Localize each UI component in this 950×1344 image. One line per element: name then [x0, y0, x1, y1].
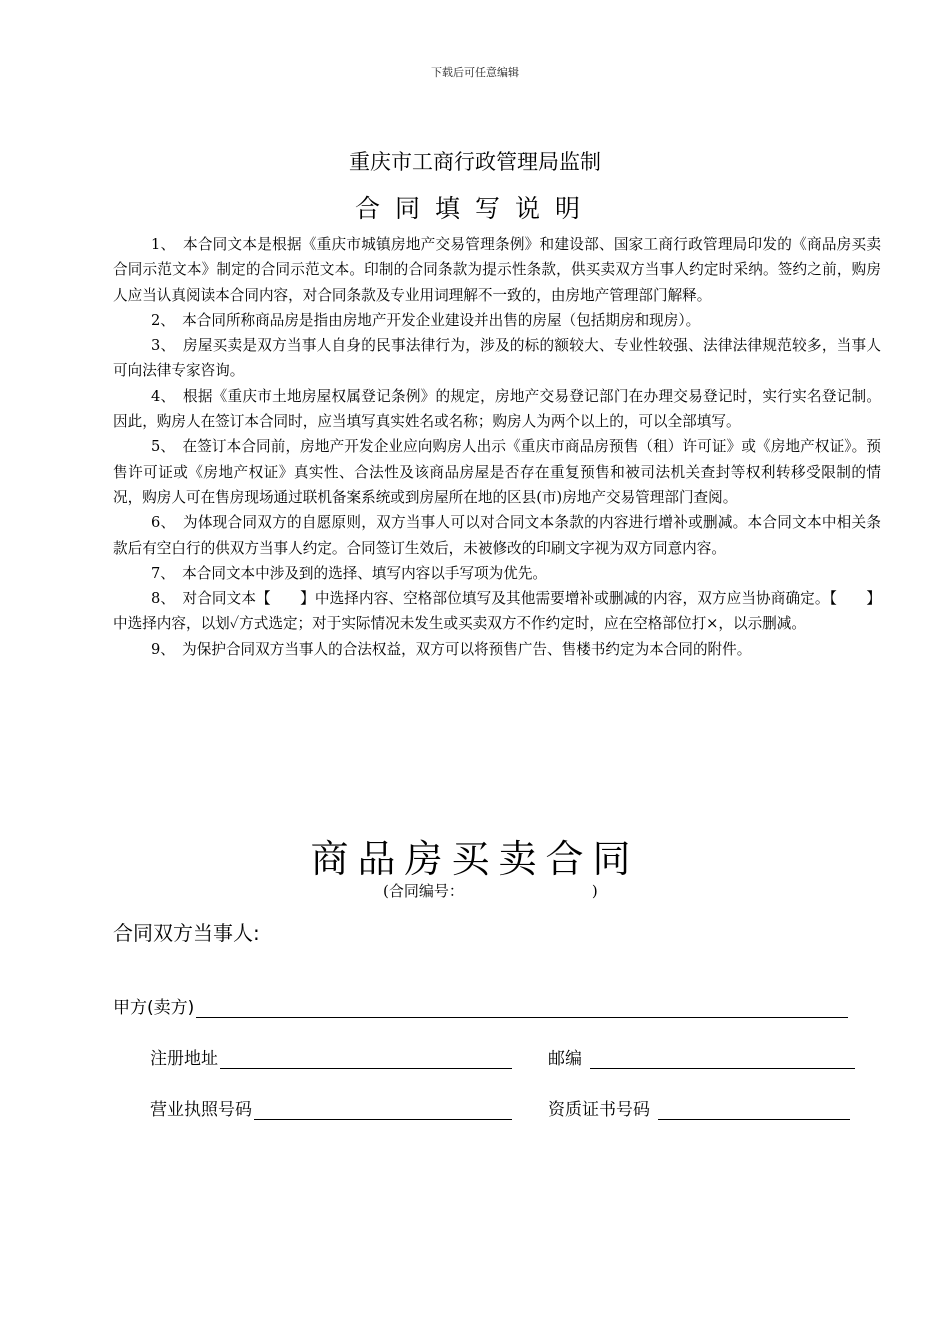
postcode-row: [548, 1044, 855, 1069]
seller-label: 甲方(卖方): [113, 998, 195, 1018]
license-field[interactable]: [254, 1099, 512, 1120]
contract-number-label: (合同编号：: [383, 882, 464, 900]
contract-title: 商品房买卖合同: [310, 837, 640, 881]
guide-title: 合同填写说明: [354, 194, 595, 223]
instruction-item: 4、 根据《重庆市土地房屋权属登记条例》的规定，房地产交易登记部门在办理交易登记时，实行实名登记制。因此，购房人在签订本合同时，应当填写真实姓名或名称；购房人为两个以上的，可以全部填写。: [113, 387, 881, 431]
instructions-section: [113, 232, 881, 662]
postcode-field[interactable]: [590, 1048, 855, 1069]
qualification-label: 资质证书号码: [548, 1100, 650, 1120]
seller-field[interactable]: [196, 997, 848, 1018]
supervisor-line: 重庆市工商行政管理局监制: [349, 150, 601, 174]
instruction-item: 9、 为保护合同双方当事人的合法权益，双方可以将预售广告、售楼书约定为本合同的附件。: [151, 640, 752, 658]
instruction-item: 8、 对合同文本【 】中选择内容、空格部位填写及其他需要增补或删减的内容，双方应当协商确定。【 】中选择内容，以划✓方式选定；对于实际情况未发生或买卖双方不作约定时，应在空格部位打×，以示删减。: [113, 590, 881, 633]
parties-heading: 合同双方当事人:: [113, 921, 260, 945]
instruction-item: 3、 房屋买卖是双方当事人自身的民事法律行为，涉及的标的额较大、专业性较强、法律法律规范较多，当事人可向法律专家咨询。: [113, 337, 881, 380]
qualification-field[interactable]: [658, 1099, 850, 1120]
page-header-note: 下载后可任意编辑: [431, 66, 519, 79]
instruction-item: 1、 本合同文本是根据《重庆市城镇房地产交易管理条例》和建设部、国家工商行政管理局印发的《商品房买卖合同示范文本》制定的合同示范文本。印制的合同条款为提示性条款，供买卖双方当事人约定时采纳。签约之前，购房人应当认真阅读本合同内容，对合同条款及专业用词理解不一致的，由房地产管理部门解释。: [113, 236, 881, 304]
instruction-item: 6、 为体现合同双方的自愿原则，双方当事人可以对合同文本条款的内容进行增补或删减。本合同文本中相关条款后有空白行的供双方当事人约定。合同签订生效后，未被修改的印刷文字视为双方同意内容。: [113, 514, 881, 557]
postcode-label: 邮编: [548, 1049, 582, 1069]
address-field[interactable]: [220, 1048, 512, 1069]
contract-number-close: ): [591, 882, 598, 900]
license-row: [150, 1095, 512, 1120]
license-label: 营业执照号码: [150, 1100, 252, 1120]
instruction-item: 5、 在签订本合同前，房地产开发企业应向购房人出示《重庆市商品房预售（租）许可证》或《房地产权证》。预售许可证或《房地产权证》真实性、合法性及该商品房屋是否存在重复预售和被司法机关查封等权利转移受限制的情况，购房人可在售房现场通过联机备案系统或到房屋所在地的区县(市)房地产交易管理部门查阅。: [113, 438, 881, 506]
instruction-item: 7、 本合同文本中涉及到的选择、填写内容以手写项为优先。: [151, 564, 548, 582]
seller-row: [113, 993, 848, 1018]
address-row: [150, 1044, 512, 1069]
contract-number: [383, 880, 598, 901]
address-label: 注册地址: [150, 1049, 218, 1069]
qualification-row: [548, 1095, 850, 1120]
instruction-item: 2、 本合同所称商品房是指由房地产开发企业建设并出售的房屋（包括期房和现房）。: [151, 311, 701, 329]
